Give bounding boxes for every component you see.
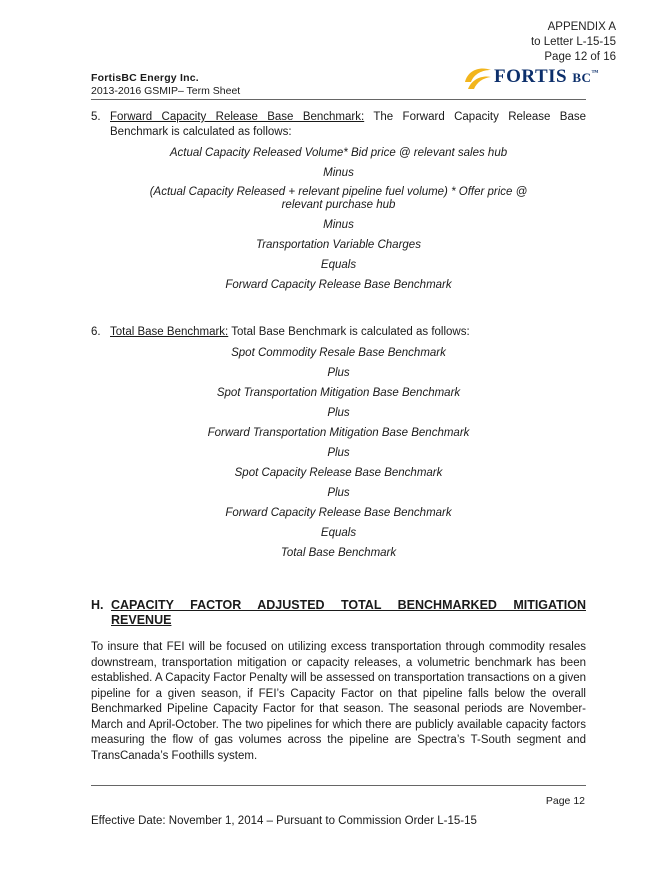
formula-operator: Equals [320, 259, 357, 271]
appendix-reference [531, 20, 616, 65]
item-title: Forward Capacity Release Base Benchmark: [110, 111, 365, 123]
footer-divider [91, 785, 586, 786]
logo-suffix: BC [572, 70, 592, 85]
formula-line: Spot Capacity Release Base Benchmark [234, 467, 443, 479]
formula-line: Actual Capacity Released Volume* Bid price @ relevant sales hub [169, 147, 508, 159]
section-h-paragraph: To insure that FEI will be focused on utilizing excess transportation through commodity resales downstream, transportation mitigation or capacity releases, a volumetric benchmark has been established. A Capacity Factor Penalty will be assessed on transportation transactions on a given pipeline for a given season, if FEI’s Capacity Factor on that pipeline falls below the overall Benchmarked Pipeline Capacity Factor for that season. The seasonal periods are November-March and April-October. The two pipelines for which there are publicly available capacity factors measuring the flow of gas volumes across the pipeline are Spectra’s T-South segment and TransCanada’s Foothills system. [91, 641, 586, 762]
item-title: Total Base Benchmark: [110, 326, 229, 338]
formula-line: Spot Transportation Mitigation Base Benchmark [216, 387, 461, 399]
header-divider [91, 99, 586, 100]
formula-line: Forward Capacity Release Base Benchmark [225, 507, 452, 519]
formula-operator: Equals [320, 527, 357, 539]
formula-operator: Minus [323, 219, 354, 231]
item-number: 6. [91, 326, 101, 338]
document-subtitle: 2013-2016 GSMIP– Term Sheet [91, 85, 241, 97]
fortisbc-logo [462, 60, 599, 96]
page-of-line: Page 12 of 16 [544, 51, 616, 63]
item-number: 5. [91, 111, 101, 123]
formula-line: Forward Transportation Mitigation Base Benchmark [207, 427, 470, 439]
benchmark-item-5 [91, 110, 586, 140]
section-letter: H. [91, 598, 104, 612]
formula-operator: Plus [327, 447, 350, 459]
effective-date: Effective Date: November 1, 2014 – Pursuant to Commission Order L-15-15 [91, 815, 477, 827]
letter-line: to Letter L-15-15 [530, 36, 616, 48]
logo-main: FORTIS [494, 66, 568, 87]
formula-operator: Plus [327, 367, 350, 379]
formula-line: (Actual Capacity Released + relevant pipeline fuel volume) * Offer price @ relevant purchase hub [149, 186, 528, 211]
formula-operator: Plus [327, 487, 350, 499]
document-body [91, 110, 586, 560]
item-text: Total Base Benchmark is calculated as follows: [228, 326, 470, 338]
logo-wordmark [494, 66, 599, 88]
company-name: FortisBC Energy Inc. [91, 72, 199, 84]
formula-result: Total Base Benchmark [280, 547, 397, 559]
benchmark-item-6 [91, 325, 586, 340]
formula-result: Forward Capacity Release Base Benchmark [225, 279, 452, 291]
formula-line: Spot Commodity Resale Base Benchmark [231, 347, 446, 359]
appendix-line: APPENDIX A [547, 21, 616, 33]
logo-tm: ™ [591, 68, 599, 77]
formula-line: Transportation Variable Charges [256, 239, 421, 251]
flame-icon [462, 62, 494, 94]
section-title-line1: CAPACITY FACTOR ADJUSTED TOTAL BENCHMARKED MITIGATION [111, 598, 586, 612]
page-number: Page 12 [545, 795, 585, 807]
total-benchmark-formula [91, 346, 586, 560]
forward-capacity-formula [91, 146, 586, 292]
section-title-line2: REVENUE [111, 613, 172, 627]
formula-operator: Plus [327, 407, 350, 419]
section-h-heading [91, 598, 586, 628]
item-text: The Forward Capacity Release Base Benchmark is calculated as follows: [110, 111, 586, 138]
formula-operator: Minus [323, 167, 354, 179]
